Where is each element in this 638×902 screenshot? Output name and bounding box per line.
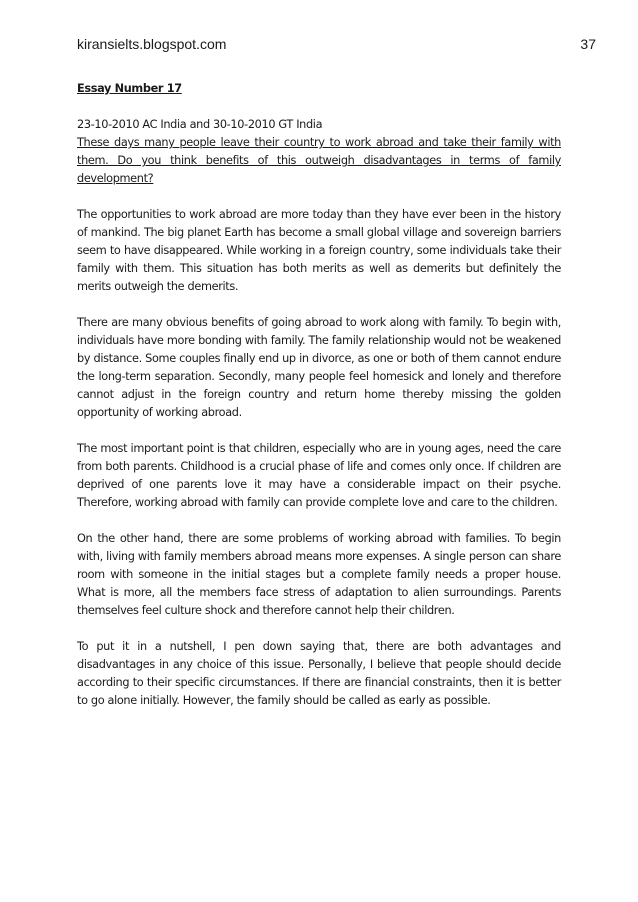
- exam-dates: 23-10-2010 AC India and 30-10-2010 GT India: [77, 118, 323, 131]
- page-header: [77, 36, 596, 56]
- site-url: kiransielts.blogspot.com: [77, 36, 227, 52]
- paragraph-children: The most important point is that children, especially who are in young ages, need the care from both parents. Childhood is a crucial phase of life and comes only once. If children are deprived of one parents love it may have a considerable impact on their psyche. Therefore, working abroad with family can provide complete love and care to the children.: [77, 442, 561, 509]
- page-number: 37: [580, 36, 596, 52]
- paragraph-introduction: The opportunities to work abroad are more today than they have ever been in the history of mankind. The big planet Earth has become a small global village and sovereign barriers seem to have disappeared. While working in a foreign country, some individuals take their family with them. This situation has both merits as well as demerits but definitely the merits outweigh the demerits.: [77, 208, 561, 293]
- essay-question: These days many people leave their country to work abroad and take their family with them. Do you think benefits of this outweigh disadvantages in terms of family development?: [77, 136, 561, 185]
- essay-title: Essay Number 17: [77, 82, 182, 95]
- paragraph-conclusion: To put it in a nutshell, I pen down saying that, there are both advantages and disadvantages in any choice of this issue. Personally, I believe that people should decide according to their specific circumstances. If there are financial constraints, then it is better to go alone initially. However, the family should be called as early as possible.: [77, 640, 561, 707]
- paragraph-benefits: There are many obvious benefits of going abroad to work along with family. To begin with, individuals have more bonding with family. The family relationship would not be weakened by distance. Some couples finally end up in divorce, as one or both of them cannot endure the long-term separation. Secondly, many people feel homesick and lonely and therefore cannot adjust in the foreign country and return home thereby missing the golden opportunity of working abroad.: [77, 316, 561, 419]
- paragraph-problems: On the other hand, there are some problems of working abroad with families. To begin with, living with family members abroad means more expenses. A single person can share room with someone in the initial stages but a complete family needs a proper house. What is more, all the members face stress of adaptation to alien surroundings. Parents themselves feel culture shock and therefore cannot help their children.: [77, 532, 561, 617]
- essay-body: [77, 80, 561, 728]
